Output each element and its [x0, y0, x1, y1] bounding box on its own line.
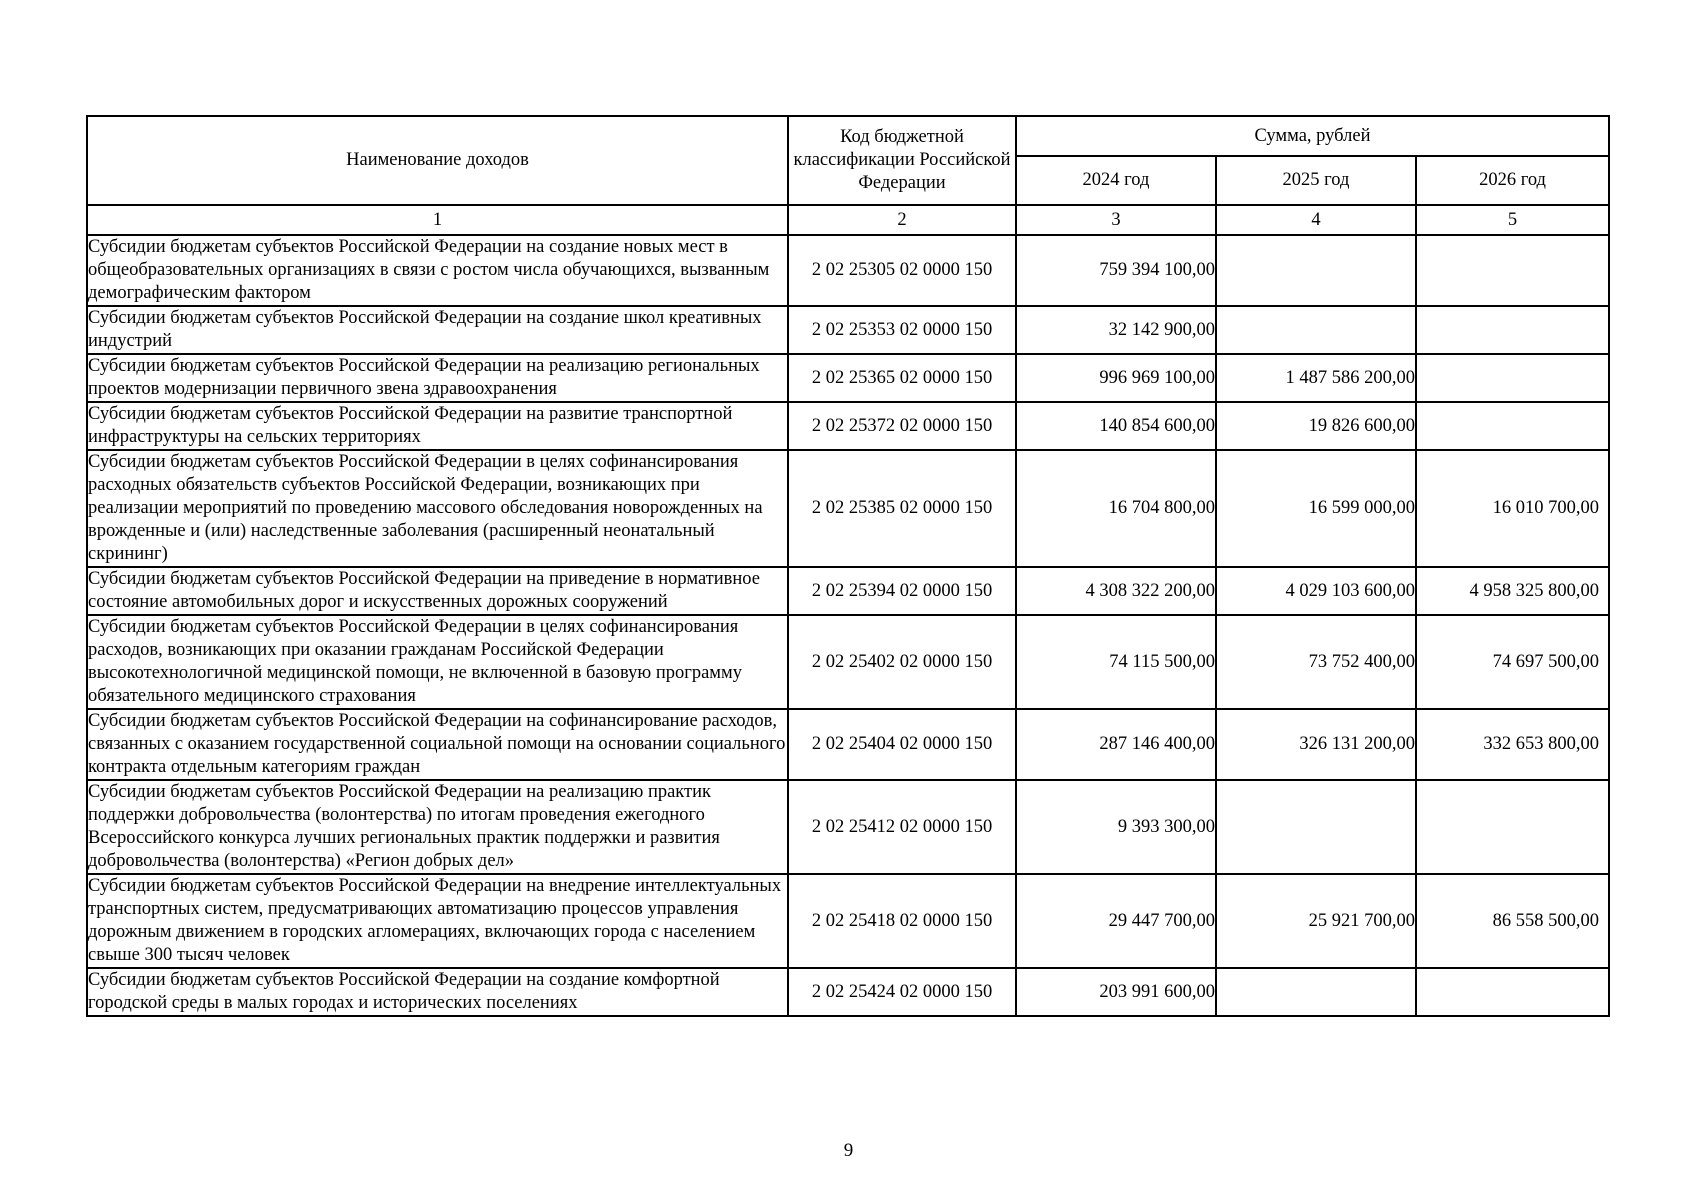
amount-2024: 140 854 600,00 — [1016, 402, 1216, 450]
amount-2025 — [1216, 780, 1416, 874]
amount-2026: 16 010 700,00 — [1416, 450, 1609, 567]
amount-2026: 4 958 325 800,00 — [1416, 567, 1609, 615]
amount-2024: 9 393 300,00 — [1016, 780, 1216, 874]
table-row — [87, 615, 1609, 709]
amount-2026: 74 697 500,00 — [1416, 615, 1609, 709]
income-name: Субсидии бюджетам субъектов Российской Федерации на развитие транспортной инфраструктуры на сельских территориях — [87, 402, 788, 450]
column-number-5: 5 — [1416, 205, 1609, 235]
amount-2025 — [1216, 968, 1416, 1016]
amount-2025: 25 921 700,00 — [1216, 874, 1416, 968]
column-number-1: 1 — [87, 205, 788, 235]
amount-2026 — [1416, 968, 1609, 1016]
income-name: Субсидии бюджетам субъектов Российской Федерации на создание комфортной городской среды в малых городах и исторических поселениях — [87, 968, 788, 1016]
income-name: Субсидии бюджетам субъектов Российской Федерации на реализацию региональных проектов модернизации первичного звена здравоохранения — [87, 354, 788, 402]
amount-2024: 4 308 322 200,00 — [1016, 567, 1216, 615]
income-name: Субсидии бюджетам субъектов Российской Федерации на создание новых мест в общеобразовательных организациях в связи с ростом числа обучающихся, вызванным демографическим фактором — [87, 235, 788, 306]
budget-code: 2 02 25424 02 0000 150 — [788, 968, 1016, 1016]
table-row — [87, 968, 1609, 1016]
income-name: Субсидии бюджетам субъектов Российской Федерации в целях софинансирования расходов, возникающих при оказании гражданам Российской Федерации высокотехнологичной медицинской помощи, не включенной в базовую программу обязательного медицинского страхования — [87, 615, 788, 709]
income-name: Субсидии бюджетам субъектов Российской Федерации на приведение в нормативное состояние автомобильных дорог и искусственных дорожных сооружений — [87, 567, 788, 615]
amount-2024: 203 991 600,00 — [1016, 968, 1216, 1016]
amount-2026 — [1416, 780, 1609, 874]
table-row — [87, 780, 1609, 874]
column-number-3: 3 — [1016, 205, 1216, 235]
budget-code: 2 02 25418 02 0000 150 — [788, 874, 1016, 968]
income-name: Субсидии бюджетам субъектов Российской Федерации в целях софинансирования расходных обязательств субъектов Российской Федерации, возникающих при реализации мероприятий по проведению массового обследования новорожденных на врожденные и (или) наследственные заболевания (расширенный неонатальный скрининг) — [87, 450, 788, 567]
table-row — [87, 354, 1609, 402]
budget-code: 2 02 25305 02 0000 150 — [788, 235, 1016, 306]
amount-2024: 996 969 100,00 — [1016, 354, 1216, 402]
amount-2024: 759 394 100,00 — [1016, 235, 1216, 306]
table-row — [87, 235, 1609, 306]
amount-2026 — [1416, 354, 1609, 402]
header-income-name: Наименование доходов — [87, 116, 788, 205]
budget-code: 2 02 25402 02 0000 150 — [788, 615, 1016, 709]
table-row — [87, 874, 1609, 968]
amount-2026 — [1416, 402, 1609, 450]
amount-2026 — [1416, 235, 1609, 306]
income-name: Субсидии бюджетам субъектов Российской Федерации на внедрение интеллектуальных транспортных систем, предусматривающих автоматизацию процессов управления дорожным движением в городских агломерациях, включающих города с населением свыше 300 тысяч человек — [87, 874, 788, 968]
amount-2026 — [1416, 306, 1609, 354]
income-name: Субсидии бюджетам субъектов Российской Федерации на софинансирование расходов, связанных с оказанием государственной социальной помощи на основании социального контракта отдельным категориям граждан — [87, 709, 788, 780]
table-row — [87, 567, 1609, 615]
amount-2025: 16 599 000,00 — [1216, 450, 1416, 567]
amount-2025 — [1216, 235, 1416, 306]
amount-2024: 32 142 900,00 — [1016, 306, 1216, 354]
amount-2025: 326 131 200,00 — [1216, 709, 1416, 780]
amount-2026: 332 653 800,00 — [1416, 709, 1609, 780]
budget-code: 2 02 25372 02 0000 150 — [788, 402, 1016, 450]
header-year-2026: 2026 год — [1416, 156, 1609, 205]
page-number: 9 — [843, 1140, 854, 1161]
table-row — [87, 306, 1609, 354]
amount-2025: 73 752 400,00 — [1216, 615, 1416, 709]
header-sum: Сумма, рублей — [1016, 116, 1609, 156]
budget-code: 2 02 25404 02 0000 150 — [788, 709, 1016, 780]
income-name: Субсидии бюджетам субъектов Российской Федерации на реализацию практик поддержки добровольчества (волонтерства) по итогам проведения ежегодного Всероссийского конкурса лучших региональных практик поддержки и развития добровольчества (волонтерства) «Регион добрых дел» — [87, 780, 788, 874]
budget-code: 2 02 25385 02 0000 150 — [788, 450, 1016, 567]
budget-code: 2 02 25412 02 0000 150 — [788, 780, 1016, 874]
amount-2025: 4 029 103 600,00 — [1216, 567, 1416, 615]
header-year-2024: 2024 год — [1016, 156, 1216, 205]
amount-2025: 19 826 600,00 — [1216, 402, 1416, 450]
amount-2025: 1 487 586 200,00 — [1216, 354, 1416, 402]
header-budget-code: Код бюджетной классификации Российской Федерации — [788, 116, 1016, 205]
amount-2024: 29 447 700,00 — [1016, 874, 1216, 968]
budget-code: 2 02 25394 02 0000 150 — [788, 567, 1016, 615]
budget-code: 2 02 25365 02 0000 150 — [788, 354, 1016, 402]
amount-2024: 16 704 800,00 — [1016, 450, 1216, 567]
amount-2026: 86 558 500,00 — [1416, 874, 1609, 968]
table-row — [87, 709, 1609, 780]
column-number-2: 2 — [788, 205, 1016, 235]
table-row — [87, 450, 1609, 567]
income-name: Субсидии бюджетам субъектов Российской Федерации на создание школ креативных индустрий — [87, 306, 788, 354]
amount-2024: 287 146 400,00 — [1016, 709, 1216, 780]
amount-2024: 74 115 500,00 — [1016, 615, 1216, 709]
budget-code: 2 02 25353 02 0000 150 — [788, 306, 1016, 354]
budget-income-table — [86, 115, 1610, 1017]
table-row — [87, 402, 1609, 450]
header-year-2025: 2025 год — [1216, 156, 1416, 205]
amount-2025 — [1216, 306, 1416, 354]
column-number-4: 4 — [1216, 205, 1416, 235]
